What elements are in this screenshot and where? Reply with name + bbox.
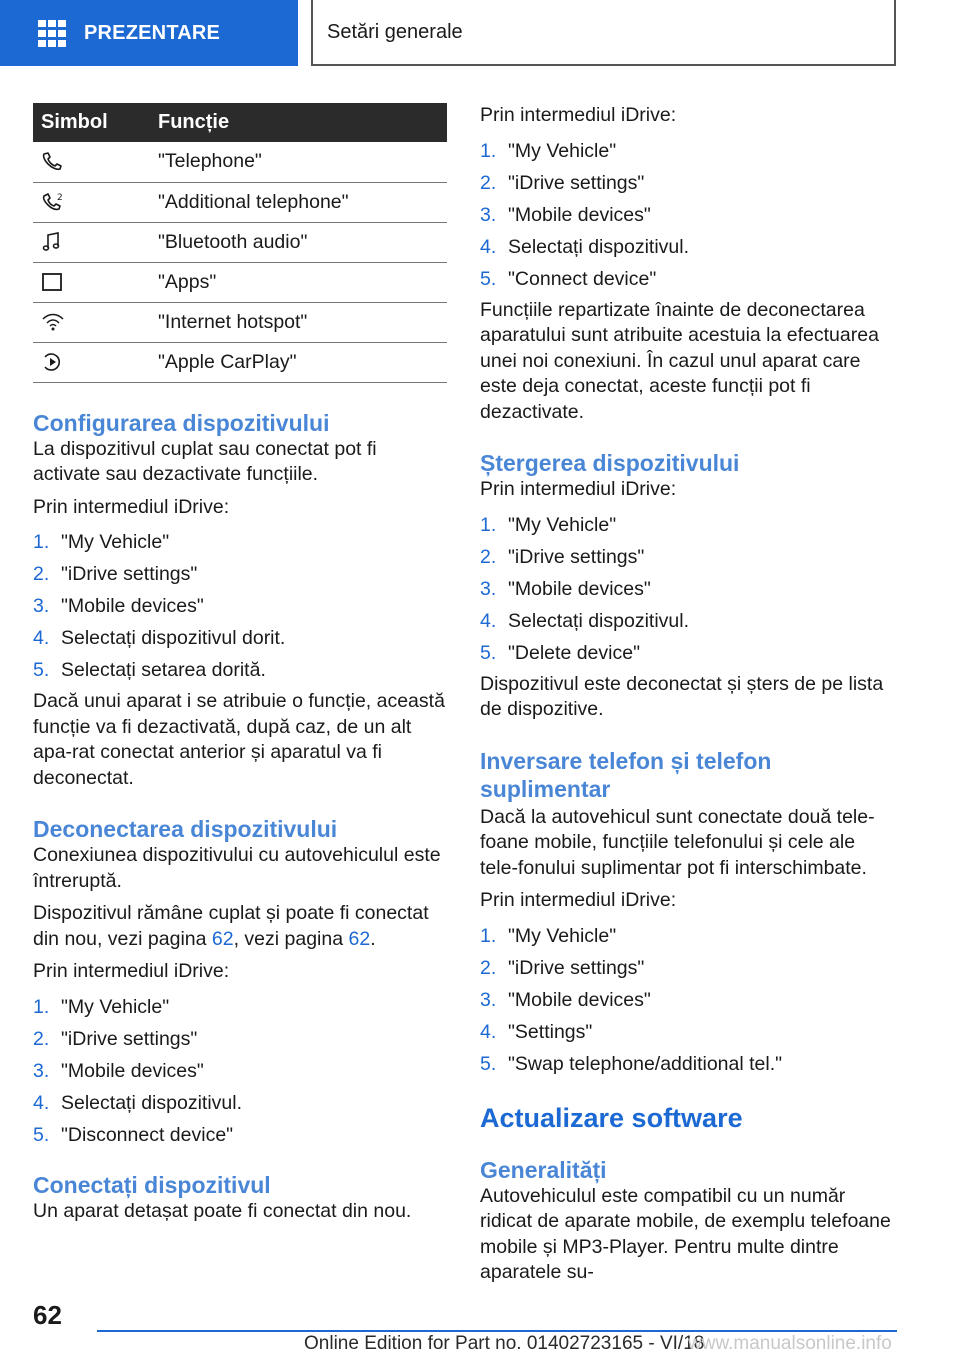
function-label: "Internet hotspot" bbox=[158, 302, 447, 342]
heading-stergere: Ștergerea dispozitivului bbox=[480, 450, 740, 476]
list-item: 2. "iDrive settings" bbox=[33, 563, 198, 585]
section-title: Setări generale bbox=[327, 20, 463, 43]
list-item: 2. "iDrive settings" bbox=[480, 545, 645, 568]
list-item: 1. "My Vehicle" bbox=[33, 995, 170, 1018]
section-title-tab bbox=[311, 0, 896, 66]
config-steps bbox=[33, 526, 447, 686]
list-item: 3. "Mobile devices" bbox=[480, 577, 651, 600]
list-item: 3. "Mobile devices" bbox=[480, 988, 651, 1011]
function-label: "Additional telephone" bbox=[158, 182, 447, 222]
list-item: 4. Selectați dispozitivul dorit. bbox=[33, 627, 286, 649]
connect-intro: Un aparat detașat poate fi conectat din nou. bbox=[33, 1199, 412, 1222]
update-intro: Autovehiculul este compatibil cu un număr ridicat de aparate mobile, de exemplu telefoane mobile și MP3-Player. Pentru multe dintre aparatele su- bbox=[480, 1184, 891, 1283]
table-header-function: Funcție bbox=[158, 103, 447, 142]
heading-deconectare: Deconectarea dispozitivului bbox=[33, 816, 338, 842]
footer-divider bbox=[97, 1330, 897, 1332]
table-row bbox=[33, 222, 447, 262]
table-row bbox=[33, 182, 447, 222]
heading-generalitati: Generalități bbox=[480, 1156, 607, 1183]
table-row bbox=[33, 302, 447, 342]
config-intro: La dispozitivul cuplat sau conectat pot fi activate sau dezactivate funcțiile. bbox=[33, 437, 377, 485]
list-item: 1. "My Vehicle" bbox=[480, 924, 617, 947]
list-item: 3. "Mobile devices" bbox=[480, 203, 651, 226]
table-header-symbol: Simbol bbox=[33, 103, 158, 142]
list-item: 5. "Connect device" bbox=[480, 267, 657, 290]
right-column bbox=[480, 103, 898, 1286]
disconnect-idrive: Prin intermediul iDrive: bbox=[33, 960, 230, 982]
footer-edition: Online Edition for Part no. 01402723165 - VI/18 bbox=[304, 1333, 705, 1354]
apps-square-icon bbox=[41, 271, 63, 293]
heading-configurare: Configurarea dispozitivului bbox=[33, 409, 330, 436]
table-row bbox=[33, 142, 447, 182]
disconnect-steps bbox=[33, 991, 447, 1151]
connect-note: Funcțiile repartizate înainte de deconectarea aparatului sunt atribuite acestuia la efectuarea unei noi conexiuni. În cazul unul aparat care este deja conectat, aceste funcții pot fi dezactivate. bbox=[480, 298, 879, 423]
list-item: 3. "Mobile devices" bbox=[33, 1059, 204, 1082]
heading-conectati: Conectați dispozitivul bbox=[33, 1171, 271, 1198]
list-item: 1. "My Vehicle" bbox=[480, 139, 617, 162]
left-column bbox=[33, 103, 447, 1224]
list-item: 2. "iDrive settings" bbox=[480, 956, 645, 979]
list-item: 4. "Settings" bbox=[480, 1020, 593, 1043]
page-header bbox=[0, 0, 960, 66]
heading-inversare: Inversare telefon și telefon suplimentar bbox=[480, 747, 772, 802]
tab-prezentare[interactable] bbox=[0, 0, 298, 66]
carplay-play-icon bbox=[41, 351, 63, 373]
list-item: 4. Selectați dispozitivul. bbox=[480, 235, 690, 258]
connect-idrive: Prin intermediul iDrive: bbox=[480, 104, 677, 126]
delete-steps bbox=[480, 509, 898, 669]
function-label: "Apps" bbox=[158, 262, 447, 302]
list-item: 5. "Disconnect device" bbox=[33, 1123, 234, 1146]
tab-prezentare-label: PREZENTARE bbox=[84, 21, 221, 44]
list-item: 1. "My Vehicle" bbox=[33, 531, 170, 553]
function-label: "Bluetooth audio" bbox=[158, 222, 447, 262]
symbol-table bbox=[33, 103, 447, 383]
list-item: 4. Selectați dispozitivul. bbox=[480, 609, 690, 632]
list-item: 2. "iDrive settings" bbox=[33, 1027, 198, 1050]
swap-steps bbox=[480, 920, 898, 1080]
list-item: 2. "iDrive settings" bbox=[480, 171, 645, 194]
list-item: 5. "Delete device" bbox=[480, 641, 640, 664]
list-item: 5. Selectați setarea dorită. bbox=[33, 659, 266, 681]
page-ref-link[interactable]: 62 bbox=[348, 927, 371, 950]
swap-intro: Dacă la autovehicul sunt conectate două tele-foane mobile, funcțiile telefonului și cele ale tele-fonului suplimentar pot fi interschimbate. bbox=[480, 805, 875, 879]
table-row bbox=[33, 262, 447, 302]
heading-actualizare: Actualizare software bbox=[480, 1102, 743, 1133]
config-note: Dacă unui aparat i se atribuie o funcție, această funcție va fi dezactivată, după caz, de un alt apa-rat conectat anterior și aparatul va fi deconectat. bbox=[33, 690, 445, 789]
table-header-row bbox=[33, 103, 447, 142]
function-label: "Apple CarPlay" bbox=[158, 342, 447, 382]
disconnect-note: Dispozitivul rămâne cuplat și poate fi conectat din nou, vezi pagina 62, vezi pagina 62. bbox=[33, 902, 429, 950]
function-label: "Telephone" bbox=[158, 142, 447, 182]
svg-text:2: 2 bbox=[57, 193, 63, 203]
delete-idrive: Prin intermediul iDrive: bbox=[480, 478, 677, 500]
page-ref-link[interactable]: 62 bbox=[211, 927, 234, 950]
config-idrive: Prin intermediul iDrive: bbox=[33, 495, 230, 518]
wifi-hotspot-icon bbox=[41, 311, 65, 333]
music-note-icon bbox=[41, 231, 63, 253]
delete-note: Dispozitivul este deconectat și șters de pe lista de dispozitive. bbox=[480, 672, 884, 720]
table-row bbox=[33, 342, 447, 382]
connect-steps bbox=[480, 135, 898, 295]
list-item: 1. "My Vehicle" bbox=[480, 513, 617, 536]
additional-telephone-icon bbox=[41, 191, 65, 213]
telephone-icon bbox=[41, 151, 63, 173]
list-item: 5. "Swap telephone/additional tel." bbox=[480, 1052, 783, 1075]
swap-idrive: Prin intermediul iDrive: bbox=[480, 889, 677, 911]
page-number: 62 bbox=[33, 1300, 62, 1330]
grid-menu-icon bbox=[38, 20, 66, 46]
disconnect-intro: Conexiunea dispozitivului cu autovehiculul este întreruptă. bbox=[33, 844, 441, 892]
watermark: www.manualsonline.info bbox=[688, 1333, 892, 1354]
list-item: 4. Selectați dispozitivul. bbox=[33, 1091, 243, 1114]
list-item: 3. "Mobile devices" bbox=[33, 595, 204, 617]
